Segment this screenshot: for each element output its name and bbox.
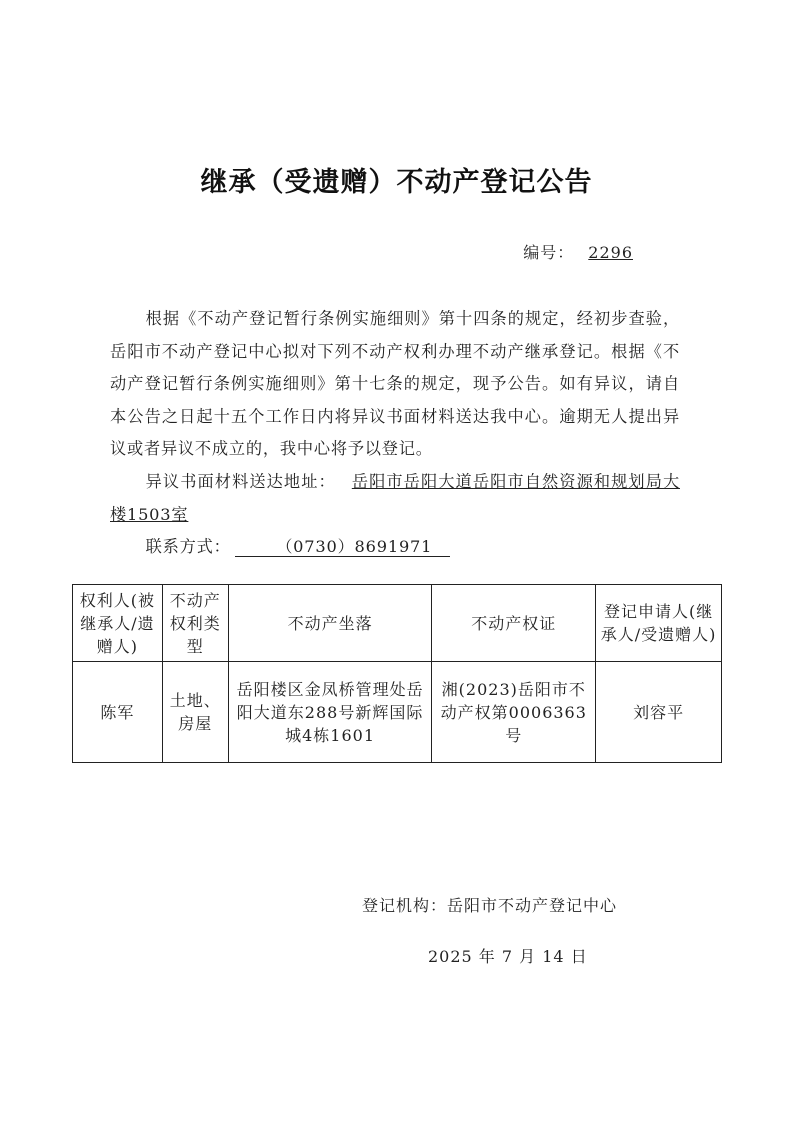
registration-org: 登记机构：岳阳市不动产登记中心 xyxy=(362,896,618,915)
cell-applicant: 刘容平 xyxy=(596,662,722,763)
doc-number-label: 编号： xyxy=(523,243,575,262)
header-location: 不动产坐落 xyxy=(228,585,432,662)
table-row xyxy=(73,662,722,763)
doc-number-value: 2296 xyxy=(588,243,633,262)
page-title: 继承（受遗赠）不动产登记公告 xyxy=(200,167,593,198)
header-certificate: 不动产权证 xyxy=(432,585,596,662)
announcement-date: 2025 年 7 月 14 日 xyxy=(428,947,588,966)
address-value: 岳阳市岳阳大道岳阳市自然资源和规划局大楼1503室 xyxy=(110,471,680,524)
property-table xyxy=(72,584,722,763)
cell-certificate: 湘(2023)岳阳市不动产权第0006363号 xyxy=(432,662,596,763)
header-holder: 权利人(被继承人/遗赠人) xyxy=(73,585,163,662)
cell-right-type: 土地、房屋 xyxy=(162,662,228,763)
contact-line xyxy=(110,531,680,564)
header-applicant: 登记申请人(继承人/受遗赠人) xyxy=(596,585,722,662)
doc-number xyxy=(523,240,633,263)
objection-address xyxy=(110,466,680,531)
header-right-type: 不动产权利类型 xyxy=(162,585,228,662)
contact-value: （0730）8691971 xyxy=(235,538,451,557)
cell-location: 岳阳楼区金凤桥管理处岳阳大道东288号新辉国际城4栋1601 xyxy=(228,662,432,763)
table-header-row xyxy=(73,585,722,662)
announcement-body xyxy=(110,303,680,564)
announcement-paragraph: 根据《不动产登记暂行条例实施细则》第十四条的规定，经初步查验，岳阳市不动产登记中心拟对下列不动产权利办理不动产继承登记。根据《不动产登记暂行条例实施细则》第十七条的规定，现予公告。如有异议，请自本公告之日起十五个工作日内将异议书面材料送达我中心。逾期无人提出异议或者异议不成立的，我中心将予以登记。 xyxy=(110,309,680,459)
address-label: 异议书面材料送达地址： xyxy=(145,471,336,491)
cell-holder: 陈军 xyxy=(73,662,163,763)
contact-label: 联系方式： xyxy=(145,537,231,557)
